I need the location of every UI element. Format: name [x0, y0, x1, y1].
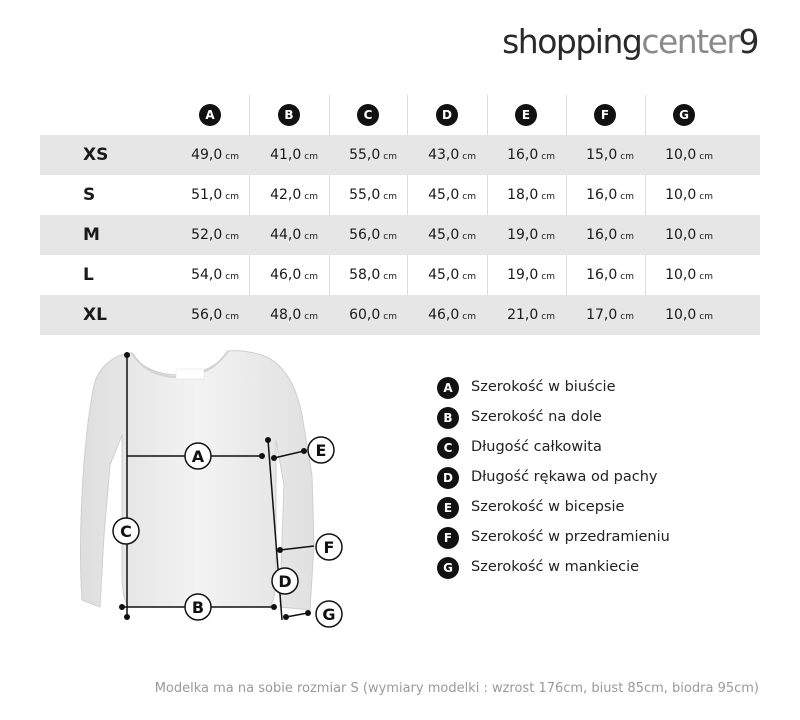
measure-cell [653, 135, 713, 175]
measure-unit: cm [620, 152, 634, 162]
legend-label: Szerokość na dole [471, 409, 602, 425]
measure-cell [179, 295, 239, 335]
measure-dot [277, 547, 283, 553]
measure-cell [653, 295, 713, 335]
measure-dot [271, 455, 277, 461]
measure-unit: cm [462, 152, 476, 162]
measure-value: 10,0 [665, 187, 697, 203]
column-header-e: E [515, 104, 537, 126]
measure-unit: cm [699, 232, 713, 242]
column-header-d: D [436, 104, 458, 126]
measure-value: 16,0 [586, 267, 618, 283]
legend-key: F [437, 527, 459, 549]
measure-unit: cm [304, 312, 318, 322]
measure-value: 10,0 [665, 227, 697, 243]
measure-value: 18,0 [507, 187, 539, 203]
measure-unit: cm [462, 192, 476, 202]
line-g [286, 613, 308, 617]
measure-unit: cm [541, 152, 555, 162]
brand-logo-part2: center [641, 22, 739, 61]
measure-value: 45,0 [428, 227, 460, 243]
legend-label: Szerokość w bicepsie [471, 499, 625, 515]
measure-unit: cm [304, 192, 318, 202]
measure-value: 46,0 [270, 267, 302, 283]
measure-cell [337, 255, 397, 295]
measure-cell [179, 175, 239, 215]
measure-value: 48,0 [270, 307, 302, 323]
measure-unit: cm [620, 312, 634, 322]
measure-value: 56,0 [191, 307, 223, 323]
size-label: L [83, 265, 94, 285]
shirt-label [176, 369, 204, 379]
measure-cell [337, 215, 397, 255]
measure-value: 49,0 [191, 147, 223, 163]
measure-cell [653, 175, 713, 215]
measure-cell [653, 215, 713, 255]
measure-value: 55,0 [349, 187, 381, 203]
table-row [40, 175, 760, 215]
measure-value: 21,0 [507, 307, 539, 323]
measure-cell [337, 295, 397, 335]
measure-value: 51,0 [191, 187, 223, 203]
legend-key: B [437, 407, 459, 429]
measure-cell [495, 215, 555, 255]
legend-key: A [437, 377, 459, 399]
measure-unit: cm [383, 232, 397, 242]
size-label: XS [83, 145, 109, 165]
measure-unit: cm [620, 192, 634, 202]
measure-cell [416, 295, 476, 335]
measure-dot [283, 614, 289, 620]
measure-value: 19,0 [507, 267, 539, 283]
measure-unit: cm [699, 152, 713, 162]
brand-logo-part3: 9 [738, 22, 758, 61]
column-header-c: C [357, 104, 379, 126]
measure-dot [305, 610, 311, 616]
measure-unit: cm [304, 272, 318, 282]
measure-dot [271, 604, 277, 610]
size-label: S [83, 185, 96, 205]
measure-cell [416, 135, 476, 175]
table-header [40, 95, 760, 135]
measure-unit: cm [462, 312, 476, 322]
measure-cell [258, 135, 318, 175]
measure-value: 56,0 [349, 227, 381, 243]
measure-unit: cm [541, 192, 555, 202]
measure-value: 54,0 [191, 267, 223, 283]
measure-cell [258, 295, 318, 335]
measure-cell [495, 175, 555, 215]
brand-logo [502, 22, 758, 61]
measure-unit: cm [620, 232, 634, 242]
measure-cell [179, 135, 239, 175]
measure-value: 45,0 [428, 267, 460, 283]
label-d: D [278, 572, 292, 591]
measure-cell [258, 215, 318, 255]
measure-unit: cm [383, 152, 397, 162]
table-row [40, 215, 760, 255]
label-a: A [191, 447, 205, 466]
brand-logo-part1: shopping [502, 22, 642, 61]
measure-cell [416, 175, 476, 215]
label-f: F [323, 538, 335, 557]
measure-cell [653, 255, 713, 295]
measure-unit: cm [225, 192, 239, 202]
label-b: B [191, 598, 205, 617]
measure-value: 55,0 [349, 147, 381, 163]
measure-value: 19,0 [507, 227, 539, 243]
measure-unit: cm [225, 232, 239, 242]
label-c: C [120, 522, 132, 541]
legend-label: Długość rękawa od pachy [471, 469, 658, 485]
measure-cell [179, 255, 239, 295]
measure-value: 16,0 [586, 187, 618, 203]
measure-cell [416, 215, 476, 255]
measure-cell [179, 215, 239, 255]
measure-value: 10,0 [665, 147, 697, 163]
measure-unit: cm [304, 232, 318, 242]
table-row [40, 135, 760, 175]
column-header-a: A [199, 104, 221, 126]
legend-label: Szerokość w mankiecie [471, 559, 640, 575]
measure-cell [337, 175, 397, 215]
measure-unit: cm [383, 312, 397, 322]
measure-cell [574, 215, 634, 255]
label-e: E [315, 441, 327, 460]
legend-label: Szerokość w przedramieniu [471, 529, 670, 545]
measure-cell [574, 255, 634, 295]
legend-key: D [437, 467, 459, 489]
measure-unit: cm [383, 192, 397, 202]
table-row [40, 295, 760, 335]
model-size-note: Modelka ma na sobie rozmiar S (wymiary modelki : wzrost 176cm, biust 85cm, biodra 95cm) [154, 681, 759, 696]
legend-label: Szerokość w biuście [471, 379, 616, 395]
measure-value: 45,0 [428, 187, 460, 203]
measure-value: 52,0 [191, 227, 223, 243]
measure-value: 42,0 [270, 187, 302, 203]
measure-unit: cm [699, 272, 713, 282]
legend-key: G [437, 557, 459, 579]
measure-cell [574, 175, 634, 215]
measure-unit: cm [620, 272, 634, 282]
measure-cell [574, 295, 634, 335]
label-g: G [322, 605, 336, 624]
measure-value: 41,0 [270, 147, 302, 163]
measure-cell [495, 255, 555, 295]
table-row [40, 255, 760, 295]
legend-key: E [437, 497, 459, 519]
measure-cell [337, 135, 397, 175]
column-header-b: B [278, 104, 300, 126]
measure-unit: cm [541, 272, 555, 282]
measure-unit: cm [304, 152, 318, 162]
measure-cell [258, 175, 318, 215]
measure-value: 60,0 [349, 307, 381, 323]
size-label: M [83, 225, 100, 245]
column-header-f: F [594, 104, 616, 126]
legend-label: Długość całkowita [471, 439, 602, 455]
measure-cell [258, 255, 318, 295]
measure-value: 15,0 [586, 147, 618, 163]
measure-unit: cm [699, 312, 713, 322]
measure-unit: cm [541, 232, 555, 242]
measure-unit: cm [225, 272, 239, 282]
measure-value: 10,0 [665, 267, 697, 283]
column-header-g: G [673, 104, 695, 126]
measure-dot [119, 604, 125, 610]
measure-cell [495, 295, 555, 335]
measure-dot [124, 352, 130, 358]
size-table [40, 95, 760, 335]
size-label: XL [83, 305, 107, 325]
measure-dot [301, 448, 307, 454]
measure-value: 58,0 [349, 267, 381, 283]
measure-unit: cm [541, 312, 555, 322]
measure-unit: cm [699, 192, 713, 202]
measure-value: 16,0 [586, 227, 618, 243]
measure-unit: cm [462, 232, 476, 242]
measure-dot [265, 437, 271, 443]
measure-value: 17,0 [586, 307, 618, 323]
measure-value: 46,0 [428, 307, 460, 323]
legend-key: C [437, 437, 459, 459]
measure-unit: cm [225, 152, 239, 162]
measure-value: 10,0 [665, 307, 697, 323]
shirt-measurement-diagram [70, 345, 360, 645]
measure-unit: cm [383, 272, 397, 282]
measure-cell [495, 135, 555, 175]
measure-unit: cm [462, 272, 476, 282]
measure-cell [574, 135, 634, 175]
measure-value: 44,0 [270, 227, 302, 243]
measure-value: 43,0 [428, 147, 460, 163]
measure-dot [259, 453, 265, 459]
measure-dot [124, 614, 130, 620]
measure-cell [416, 255, 476, 295]
measure-unit: cm [225, 312, 239, 322]
measure-value: 16,0 [507, 147, 539, 163]
